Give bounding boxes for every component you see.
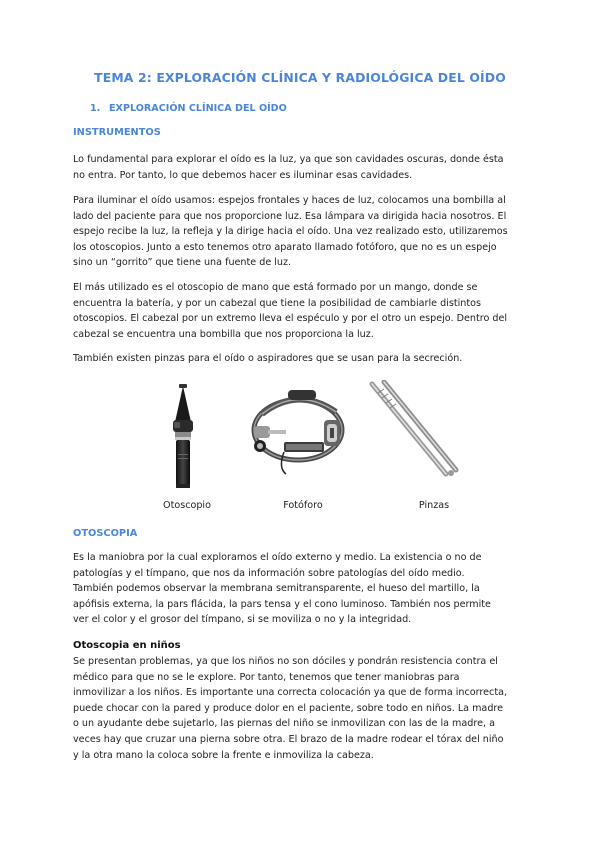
caption-headlight: Fotóforo bbox=[283, 500, 323, 511]
text-line: no entra. Por tanto, lo que debemos hacer es iluminar esas cavidades. bbox=[73, 169, 413, 181]
section-heading-1 bbox=[90, 103, 287, 114]
text-line: encuentra la batería, y por un cabezal que tiene la posibilidad de cambiarle distintos bbox=[73, 297, 481, 309]
text-line: También podemos observar la membrana semitransparente, el hueso del martillo, la bbox=[73, 583, 480, 595]
text-line: otoscopios. El cabezal por un extremo lleva el espéculo y por el otro un espejo. Dentro del bbox=[73, 313, 508, 325]
text-line: También existen pinzas para el oído o aspiradores que se usan para la secreción. bbox=[73, 353, 463, 364]
otoscopia-paragraph-2 bbox=[73, 654, 525, 763]
text-line: veces hay que cruzar una pierna sobre otra. El brazo de la madre rodear el tórax del niño bbox=[73, 733, 504, 745]
text-line: El más utilizado es el otoscopio de mano que está formado por un mango, donde se bbox=[73, 282, 478, 293]
text-line: espejo recibe la luz, la refleja y la dirige hacia el oído. Una vez realizado esto, utilizaremos bbox=[73, 226, 508, 238]
text-line: sino un “gorrito” que tiene una fuente de luz. bbox=[73, 257, 292, 269]
text-line: Se presentan problemas, ya que los niños no son dóciles y pondrán resistencia contra el bbox=[73, 656, 498, 667]
text-line: Para iluminar el oído usamos: espejos frontales y haces de luz, colocamos una bombilla al bbox=[73, 195, 506, 206]
text-line: ver el color y el grosor del tímpano, si se moviliza o no y la integridad. bbox=[73, 614, 412, 626]
text-line: Es la maniobra por la cual exploramos el oído externo y medio. La existencia o no de bbox=[73, 552, 482, 563]
text-line: patologías y el tímpano, que nos da información sobre patologías del oído medio. bbox=[73, 567, 465, 579]
instrumentos-paragraph-2 bbox=[73, 193, 525, 271]
text-line: Lo fundamental para explorar el oído es la luz, ya que son cavidades oscuras, donde ésta bbox=[73, 154, 504, 165]
caption-forceps: Pinzas bbox=[418, 500, 450, 511]
text-line: cabezal se encuentra una bombilla que nos proporciona la luz. bbox=[73, 328, 374, 340]
text-line: médico para que no se le explore. Por tanto, tenemos que tener maniobras para bbox=[73, 671, 460, 683]
otoscopia-heading: OTOSCOPIA bbox=[73, 528, 138, 539]
text-line: lado del paciente para que nos proporcione luz. Esa lámpara va dirigida hacia nosotros. El bbox=[73, 210, 507, 222]
text-line: inmovilizar a los niños. Es importante una correcta colocación ya que de forma incorrecta, bbox=[73, 687, 508, 699]
text-line: los otoscopios. Junto a esto tenemos otro aparato llamado fotóforo, que no es un espejo bbox=[73, 241, 497, 253]
headlight-image bbox=[244, 384, 352, 476]
instrumentos-paragraph-3 bbox=[73, 280, 525, 342]
otoscopia-paragraph-1 bbox=[73, 550, 525, 628]
otoscope-image bbox=[160, 382, 210, 492]
text-line: puede chocar con la pared y produce dolor en el paciente, sobre todo en niños. La madre bbox=[73, 702, 504, 714]
instrumentos-heading: INSTRUMENTOS bbox=[73, 127, 161, 138]
text-line: y la otra mano la coloca sobre la frente e inmoviliza la cabeza. bbox=[73, 749, 374, 761]
section-label: EXPLORACIÓN CLÍNICA DEL OÍDO bbox=[109, 103, 287, 114]
instrumentos-paragraph-4 bbox=[73, 351, 525, 367]
text-line: apófisis externa, la pars flácida, la pars tensa y el cono luminoso. También nos permite bbox=[73, 598, 491, 610]
document-title: TEMA 2: EXPLORACIÓN CLÍNICA Y RADIOLÓGICA DEL OÍDO bbox=[94, 70, 506, 85]
forceps-image bbox=[364, 380, 464, 480]
section-number: 1. bbox=[90, 103, 101, 114]
otoscopia-ninos-heading: Otoscopia en niños bbox=[73, 640, 181, 651]
instrumentos-paragraph-1 bbox=[73, 152, 525, 183]
caption-otoscope: Otoscopio bbox=[163, 500, 211, 511]
text-line: o un ayudante debe sujetarlo, las piernas del niño se inmovilizan con las de la madre, a bbox=[73, 718, 495, 730]
